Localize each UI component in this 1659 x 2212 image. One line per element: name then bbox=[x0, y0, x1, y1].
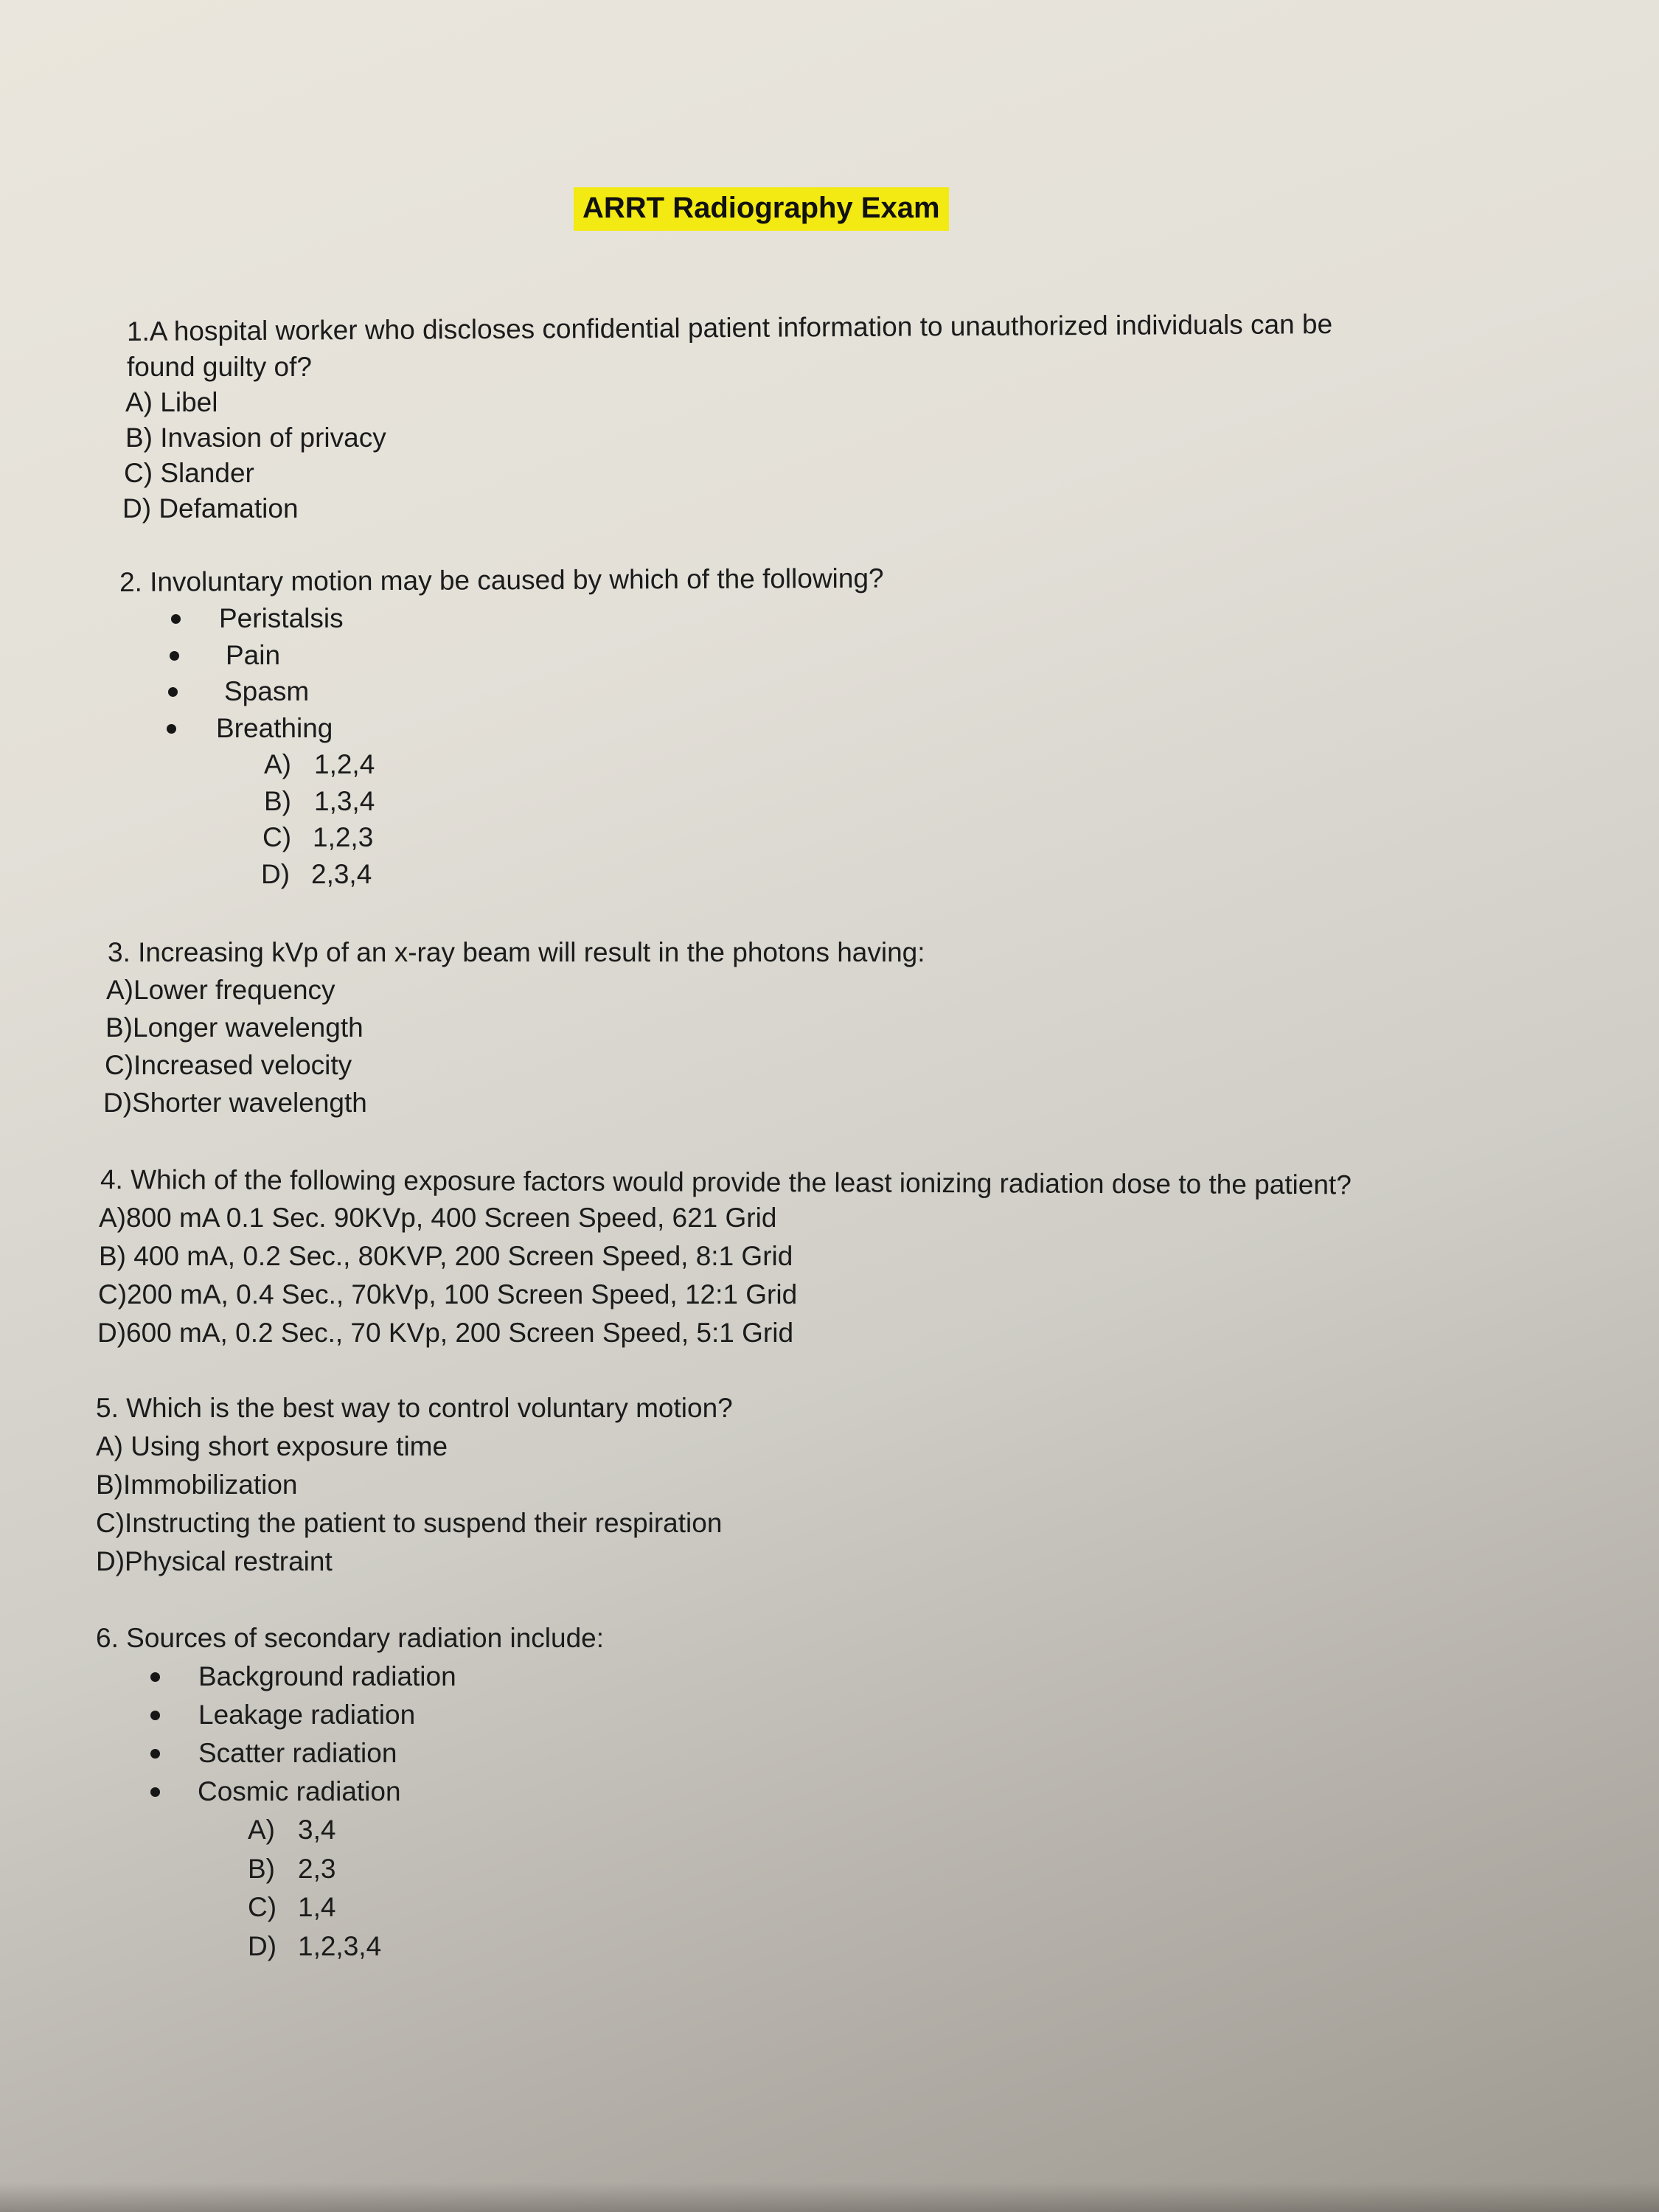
list-item bbox=[119, 637, 884, 674]
list-item bbox=[96, 1773, 604, 1811]
page-title: ARRT Radiography Exam bbox=[582, 192, 940, 224]
bullet-icon bbox=[150, 1711, 160, 1720]
choice-d bbox=[261, 856, 884, 893]
question-3 bbox=[103, 933, 925, 1121]
choice-c bbox=[262, 819, 884, 856]
choice-d bbox=[248, 1927, 604, 1966]
choice-letter: B) bbox=[264, 785, 291, 816]
choice-value: 1,2,4 bbox=[314, 749, 375, 779]
question-2-stem: 2. Involuntary motion may be caused by which of the following? bbox=[119, 563, 884, 597]
question-6 bbox=[96, 1619, 604, 1966]
list-item-text: Pain bbox=[226, 639, 281, 670]
question-1-option-a: A) Libel bbox=[125, 387, 218, 417]
question-5 bbox=[96, 1389, 733, 1581]
choice-a bbox=[248, 1811, 604, 1850]
question-6-choices bbox=[248, 1811, 604, 1966]
question-1-option-d: D) Defamation bbox=[122, 493, 299, 524]
question-6-items bbox=[96, 1658, 604, 1811]
question-3-option-c: C)Increased velocity bbox=[105, 1050, 352, 1080]
question-4 bbox=[97, 1161, 1352, 1352]
question-3-stem: 3. Increasing kVp of an x-ray beam will result in the photons having: bbox=[108, 937, 925, 967]
choice-b bbox=[248, 1850, 604, 1889]
choice-letter: C) bbox=[262, 822, 292, 852]
list-item bbox=[96, 1658, 604, 1696]
question-4-option-d: D)600 mA, 0.2 Sec., 70 KVp, 200 Screen Speed, 5:1 Grid bbox=[97, 1318, 794, 1348]
bullet-icon bbox=[171, 614, 181, 624]
choice-value: 3,4 bbox=[298, 1815, 336, 1845]
choice-letter: D) bbox=[248, 1930, 277, 1961]
choice-value: 1,2,3,4 bbox=[298, 1930, 382, 1961]
question-1 bbox=[122, 309, 1333, 526]
bullet-icon bbox=[150, 1672, 160, 1682]
choice-letter: A) bbox=[248, 1815, 275, 1845]
list-item bbox=[119, 710, 884, 747]
bullet-icon bbox=[170, 651, 179, 661]
choice-value: 2,3 bbox=[298, 1853, 336, 1884]
choice-letter: B) bbox=[248, 1853, 275, 1884]
question-4-option-b: B) 400 mA, 0.2 Sec., 80KVP, 200 Screen Speed, 8:1 Grid bbox=[99, 1241, 793, 1271]
question-2-items bbox=[119, 600, 884, 746]
question-2-choices bbox=[261, 746, 884, 892]
question-5-stem: 5. Which is the best way to control voluntary motion? bbox=[96, 1393, 733, 1423]
list-item-text: Background radiation bbox=[198, 1661, 456, 1691]
choice-a bbox=[264, 746, 884, 783]
list-item-text: Cosmic radiation bbox=[198, 1776, 401, 1806]
choice-value: 1,3,4 bbox=[314, 785, 375, 816]
list-item-text: Spasm bbox=[224, 676, 310, 706]
choice-b bbox=[264, 783, 884, 820]
question-5-option-a: A) Using short exposure time bbox=[96, 1431, 448, 1461]
list-item-text: Scatter radiation bbox=[198, 1738, 397, 1768]
bullet-icon bbox=[167, 724, 176, 734]
question-4-option-a: A)800 mA 0.1 Sec. 90KVp, 400 Screen Speed, 621 Grid bbox=[99, 1203, 777, 1233]
question-1-option-b: B) Invasion of privacy bbox=[125, 422, 386, 453]
list-item bbox=[119, 673, 884, 710]
choice-c bbox=[248, 1888, 604, 1927]
question-6-stem: 6. Sources of secondary radiation include: bbox=[96, 1623, 605, 1653]
question-1-stem-line-1: 1.A hospital worker who discloses confidential patient information to unauthorized individuals can be bbox=[126, 309, 1333, 347]
list-item bbox=[119, 600, 884, 637]
choice-value: 2,3,4 bbox=[311, 858, 372, 889]
list-item bbox=[96, 1696, 604, 1734]
choice-letter: D) bbox=[261, 858, 291, 889]
question-5-option-c: C)Instructing the patient to suspend their respiration bbox=[96, 1508, 723, 1538]
title-highlight bbox=[574, 187, 949, 231]
bullet-icon bbox=[150, 1749, 160, 1759]
choice-letter: A) bbox=[264, 749, 291, 779]
question-1-option-c: C) Slander bbox=[124, 458, 254, 488]
list-item-text: Leakage radiation bbox=[198, 1700, 416, 1730]
bullet-icon bbox=[150, 1787, 160, 1797]
choice-letter: C) bbox=[248, 1892, 277, 1922]
question-1-stem-line-2: found guilty of? bbox=[127, 352, 312, 382]
question-3-option-a: A)Lower frequency bbox=[106, 975, 335, 1005]
list-item-text: Peristalsis bbox=[219, 603, 344, 633]
page-bottom-shadow bbox=[0, 2183, 1659, 2212]
question-5-option-b: B)Immobilization bbox=[96, 1470, 298, 1500]
choice-value: 1,4 bbox=[298, 1892, 336, 1922]
list-item-text: Breathing bbox=[216, 712, 333, 743]
question-5-option-d: D)Physical restraint bbox=[96, 1546, 333, 1576]
question-4-stem: 4. Which of the following exposure factors would provide the least ionizing radiation dose to the patient? bbox=[100, 1164, 1352, 1200]
question-4-option-c: C)200 mA, 0.4 Sec., 70kVp, 100 Screen Speed, 12:1 Grid bbox=[98, 1279, 798, 1310]
list-item bbox=[96, 1734, 604, 1773]
question-2 bbox=[119, 565, 884, 892]
bullet-icon bbox=[168, 687, 178, 697]
question-3-option-d: D)Shorter wavelength bbox=[103, 1088, 367, 1118]
question-3-option-b: B)Longer wavelength bbox=[105, 1012, 364, 1043]
choice-value: 1,2,3 bbox=[313, 822, 374, 852]
